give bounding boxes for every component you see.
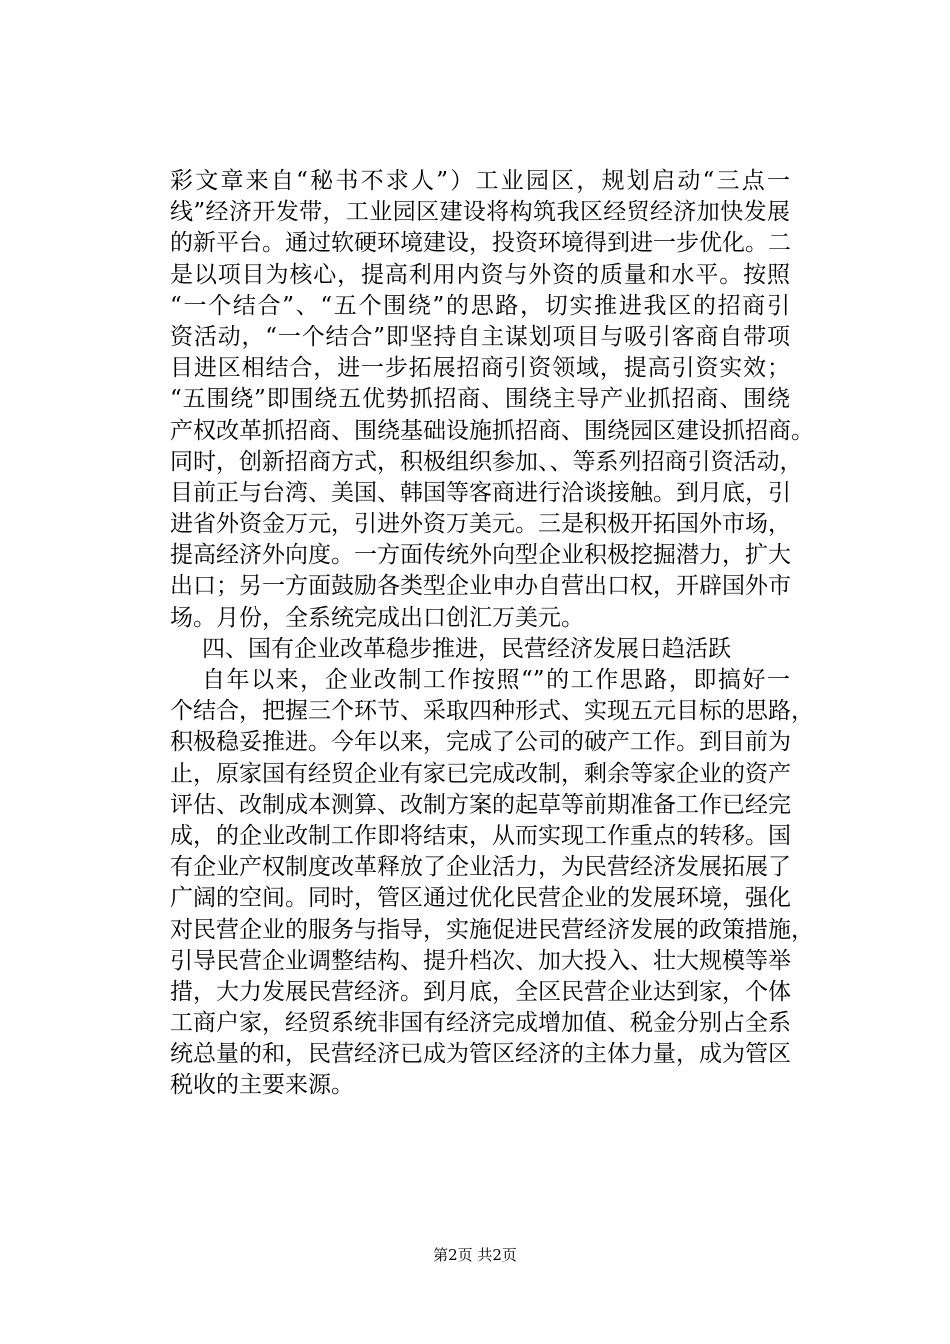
text-line: 线”经济开发带，工业园区建设将构筑我区经贸经济加快发展 bbox=[170, 199, 790, 226]
document-body bbox=[170, 166, 814, 1102]
text-line: 对民营企业的服务与指导，实施促进民营经济发展的政策措施， bbox=[170, 916, 814, 943]
text-line: 进省外资金万元，引进外资万美元。三是积极开拓国外市场， bbox=[170, 511, 791, 538]
text-line: “五围绕”即围绕五优势抓招商、围绕主导产业抓招商、围绕 bbox=[170, 386, 790, 413]
text-line: 同时，创新招商方式，积极组织参加、、等系列招商引资活动， bbox=[170, 448, 803, 475]
text-line: 引导民营企业调整结构、提升档次、加大投入、壮大规模等举 bbox=[170, 947, 791, 974]
text-line: 积极稳妥推进。今年以来，完成了公司的破产工作。到目前为 bbox=[170, 729, 791, 756]
text-line: 彩文章来自“秘书不求人”）工业园区，规划启动“三点一 bbox=[170, 168, 790, 194]
text-line: 止，原家国有经贸企业有家已完成改制，剩余等家企业的资产 bbox=[170, 760, 791, 787]
text-line: 的新平台。通过软硬环境建设，投资环境得到进一步优化。二 bbox=[170, 230, 791, 257]
text-line: 有企业产权制度改革释放了企业活力，为民营经济发展拓展了 bbox=[170, 854, 791, 881]
text-line: 资活动，“一个结合”即坚持自主谋划项目与吸引客商自带项 bbox=[170, 323, 790, 350]
text-line: 目进区相结合，进一步拓展招商引资领域，提高引资实效； bbox=[170, 355, 790, 382]
page-footer bbox=[0, 1245, 950, 1265]
text-line: 措，大力发展民营经济。到月底，全区民营企业达到家，个体 bbox=[170, 978, 791, 1005]
section-heading: 四、国有企业改革稳步推进，民营经济发展日趋活跃 bbox=[202, 635, 731, 662]
text-line: 个结合，把握三个环节、采取四种形式、实现五元目标的思路， bbox=[170, 698, 814, 725]
text-line: 税收的主要来源。 bbox=[170, 1072, 354, 1099]
text-line: 目前正与台湾、美国、韩国等客商进行洽谈接触。到月底，引 bbox=[170, 479, 791, 506]
text-line: 统总量的和，民营经济已成为管区经济的主体力量，成为管区 bbox=[170, 1041, 791, 1068]
text-line: 自年以来，企业改制工作按照“”的工作思路，即搞好一 bbox=[202, 667, 790, 693]
text-line: 工商户家，经贸系统非国有经济完成增加值、税金分别占全系 bbox=[170, 1010, 791, 1037]
text-line: 场。月份，全系统完成出口创汇万美元。 bbox=[170, 604, 584, 631]
text-line: 成，的企业改制工作即将结束，从而实现工作重点的转移。国 bbox=[170, 822, 791, 849]
text-line: 广阔的空间。同时，管区通过优化民营企业的发展环境，强化 bbox=[170, 885, 791, 912]
text-line: 是以项目为核心，提高利用内资与外资的质量和水平。按照 bbox=[170, 261, 790, 288]
text-line: 出口；另一方面鼓励各类型企业申办自营出口权，开辟国外市 bbox=[170, 573, 791, 600]
text-line: 评估、改制成本测算、改制方案的起草等前期准备工作已经完 bbox=[170, 791, 791, 818]
text-line: 产权改革抓招商、围绕基础设施抓招商、围绕园区建设抓招商。 bbox=[170, 417, 814, 444]
page-number: 第2页 共2页 bbox=[433, 1246, 517, 1264]
text-line: 提高经济外向度。一方面传统外向型企业积极挖掘潜力，扩大 bbox=[170, 542, 791, 569]
text-line: “一个结合”、“五个围绕”的思路，切实推进我区的招商引 bbox=[170, 292, 790, 319]
